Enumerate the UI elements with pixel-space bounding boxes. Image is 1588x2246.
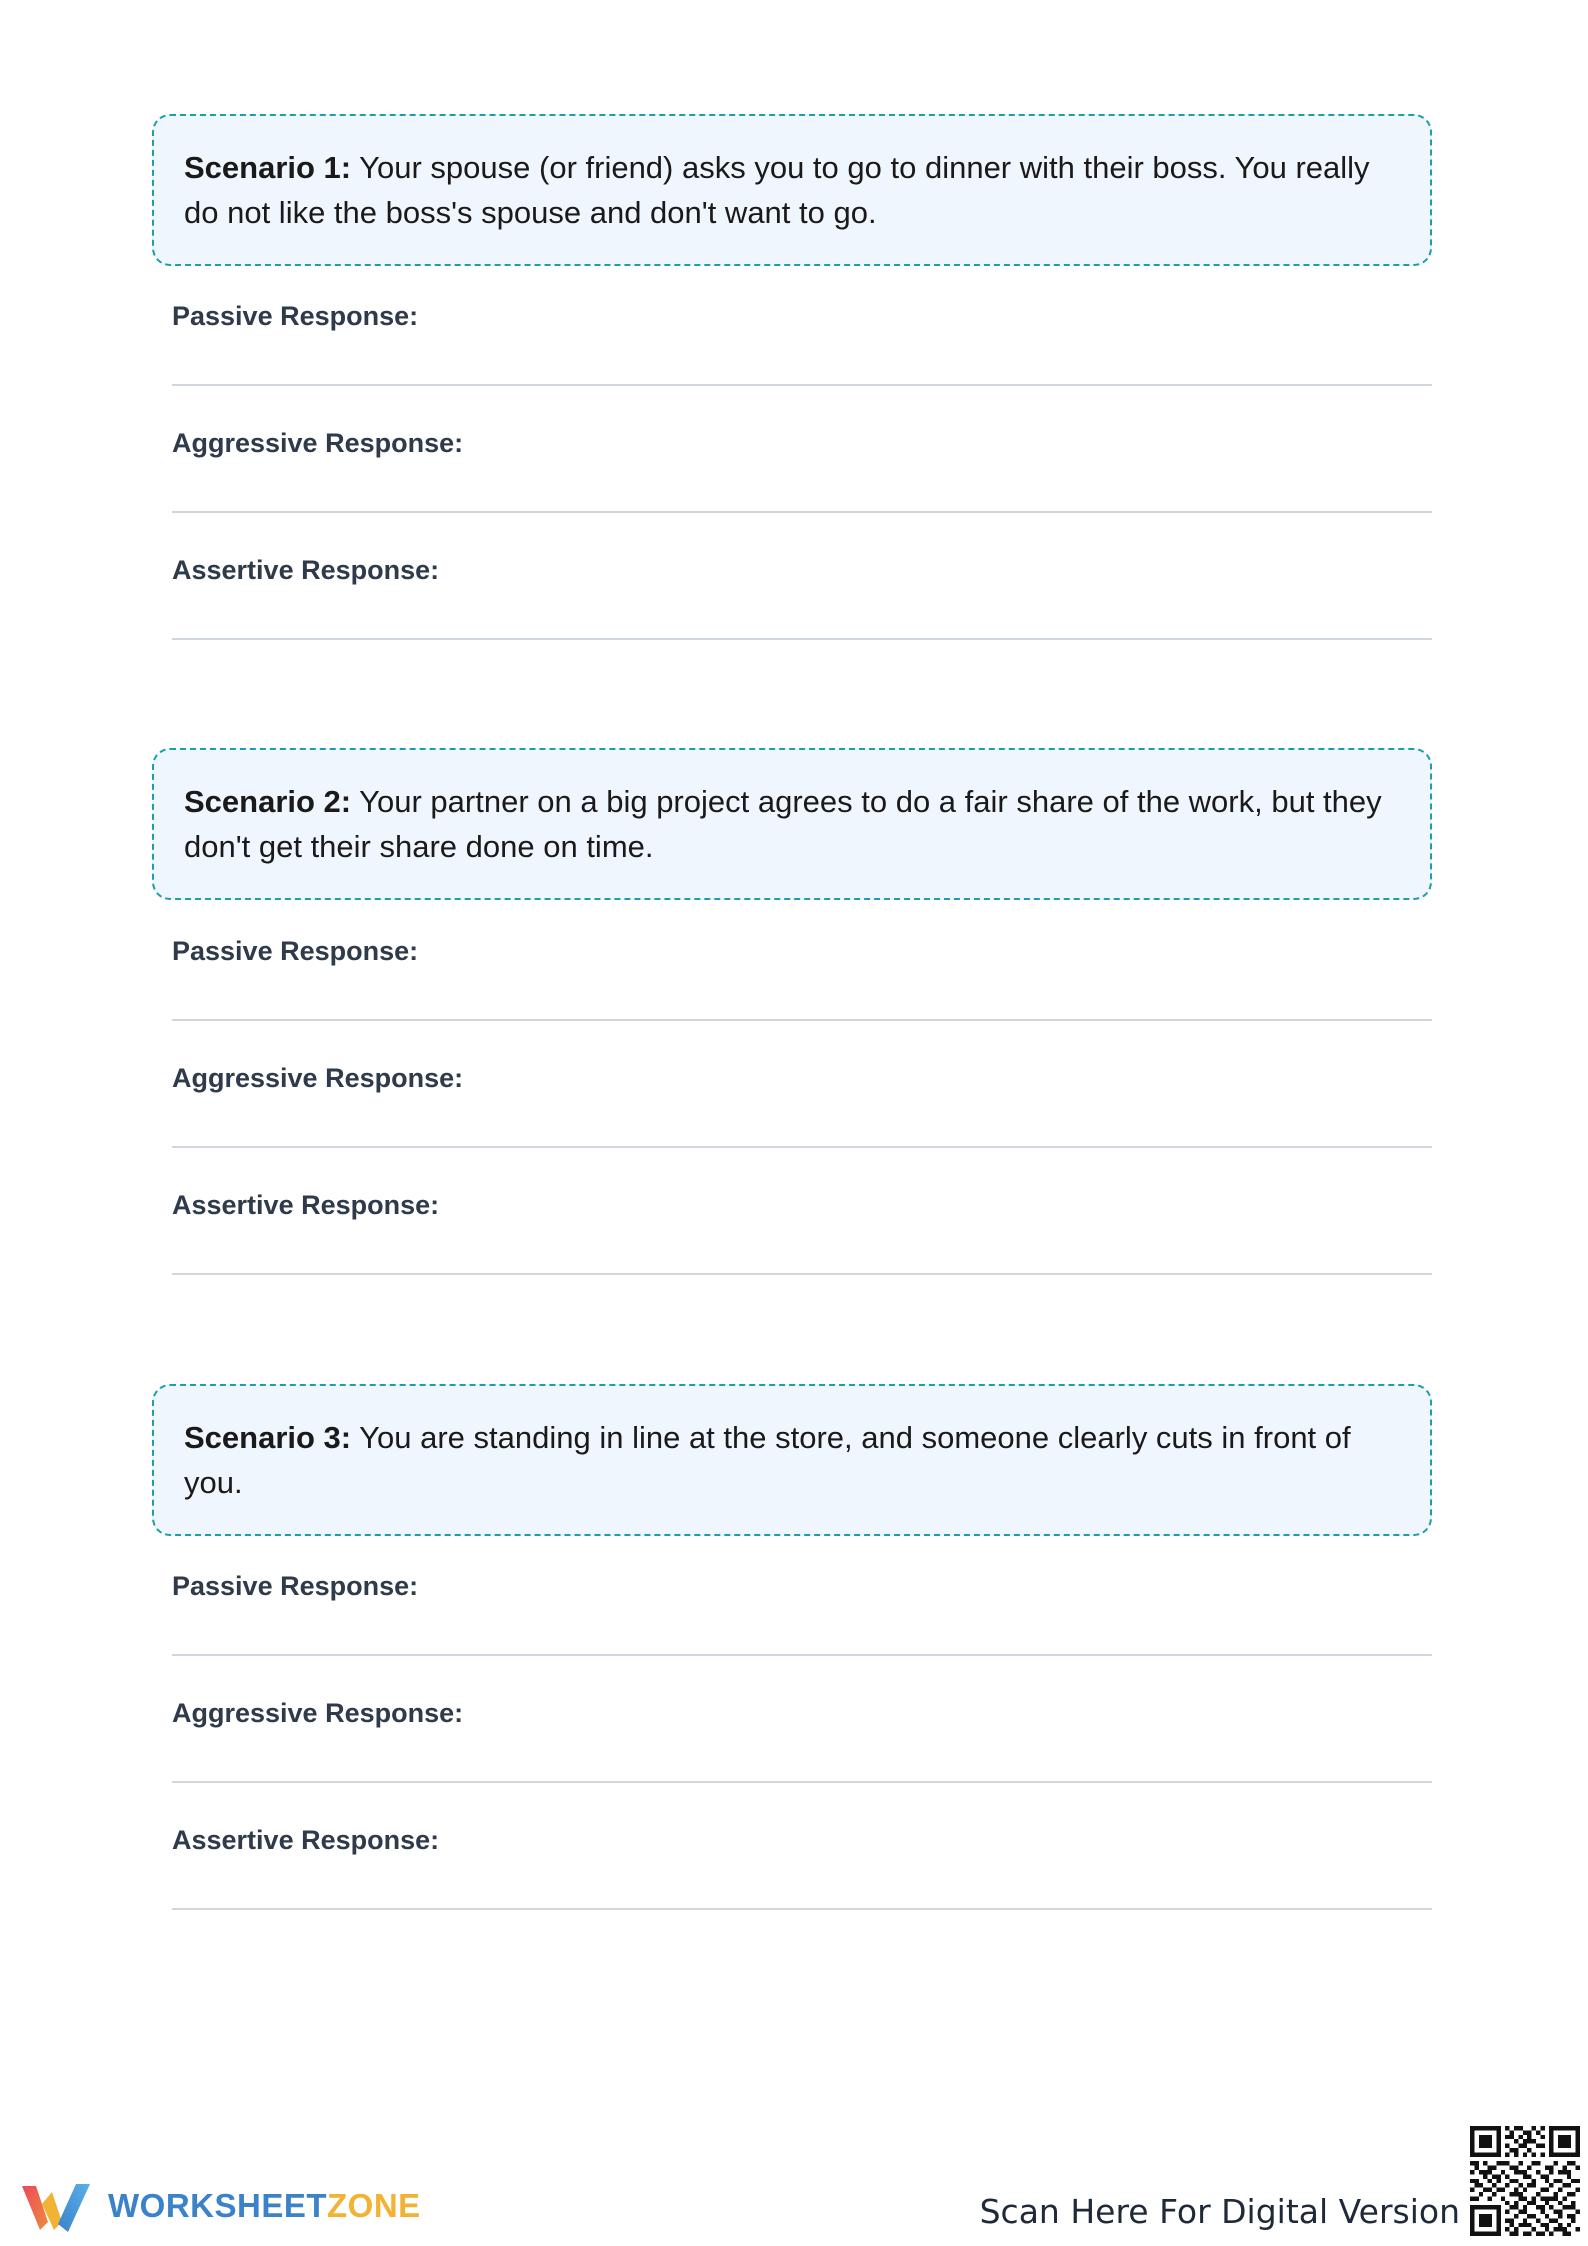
worksheetzone-logo-icon [18,2178,94,2234]
assertive-response[interactable] [172,1189,1432,1316]
logo-text-part2: ZONE [327,2187,421,2224]
scenario-text: Your spouse (or friend) asks you to go to dinner with their boss. You really do not like the boss's spouse and don't want to go. [184,150,1370,230]
response-label: Assertive Response: [172,1825,440,1855]
answer-line [172,1019,1432,1021]
scenario-box [152,1384,1432,1536]
qr-code-icon[interactable] [1470,2126,1580,2236]
aggressive-response[interactable] [172,1697,1432,1824]
response-label: Passive Response: [172,1571,419,1601]
passive-response[interactable] [172,935,1432,1062]
response-label: Assertive Response: [172,1190,440,1220]
answer-line [172,384,1432,386]
answer-line [172,1908,1432,1910]
scenario-text: Your partner on a big project agrees to do a fair share of the work, but they don't get their share done on time. [184,784,1382,864]
response-label: Aggressive Response: [172,1698,464,1728]
footer-logo[interactable] [18,2178,421,2234]
logo-text-part1: WORKSHEET [108,2187,327,2224]
answer-line [172,1781,1432,1783]
scenario-text: You are standing in line at the store, and someone clearly cuts in front of you. [184,1420,1351,1500]
answer-line [172,638,1432,640]
scenario-box [152,748,1432,900]
response-label: Aggressive Response: [172,428,464,458]
scenario-box [152,114,1432,266]
response-label: Passive Response: [172,936,419,966]
scenario-label: Scenario 2: [184,784,352,819]
answer-line [172,1654,1432,1656]
aggressive-response[interactable] [172,1062,1432,1189]
scan-text: Scan Here For Digital Version [979,2192,1460,2231]
aggressive-response[interactable] [172,427,1432,554]
answer-line [172,511,1432,513]
scenario-label: Scenario 3: [184,1420,352,1455]
scenario-label: Scenario 1: [184,150,352,185]
response-label: Passive Response: [172,301,419,331]
assertive-response[interactable] [172,554,1432,681]
assertive-response[interactable] [172,1824,1432,1951]
answer-line [172,1273,1432,1275]
response-label: Assertive Response: [172,555,440,585]
passive-response[interactable] [172,1570,1432,1697]
answer-line [172,1146,1432,1148]
logo-text [108,2178,421,2234]
passive-response[interactable] [172,300,1432,427]
response-label: Aggressive Response: [172,1063,464,1093]
